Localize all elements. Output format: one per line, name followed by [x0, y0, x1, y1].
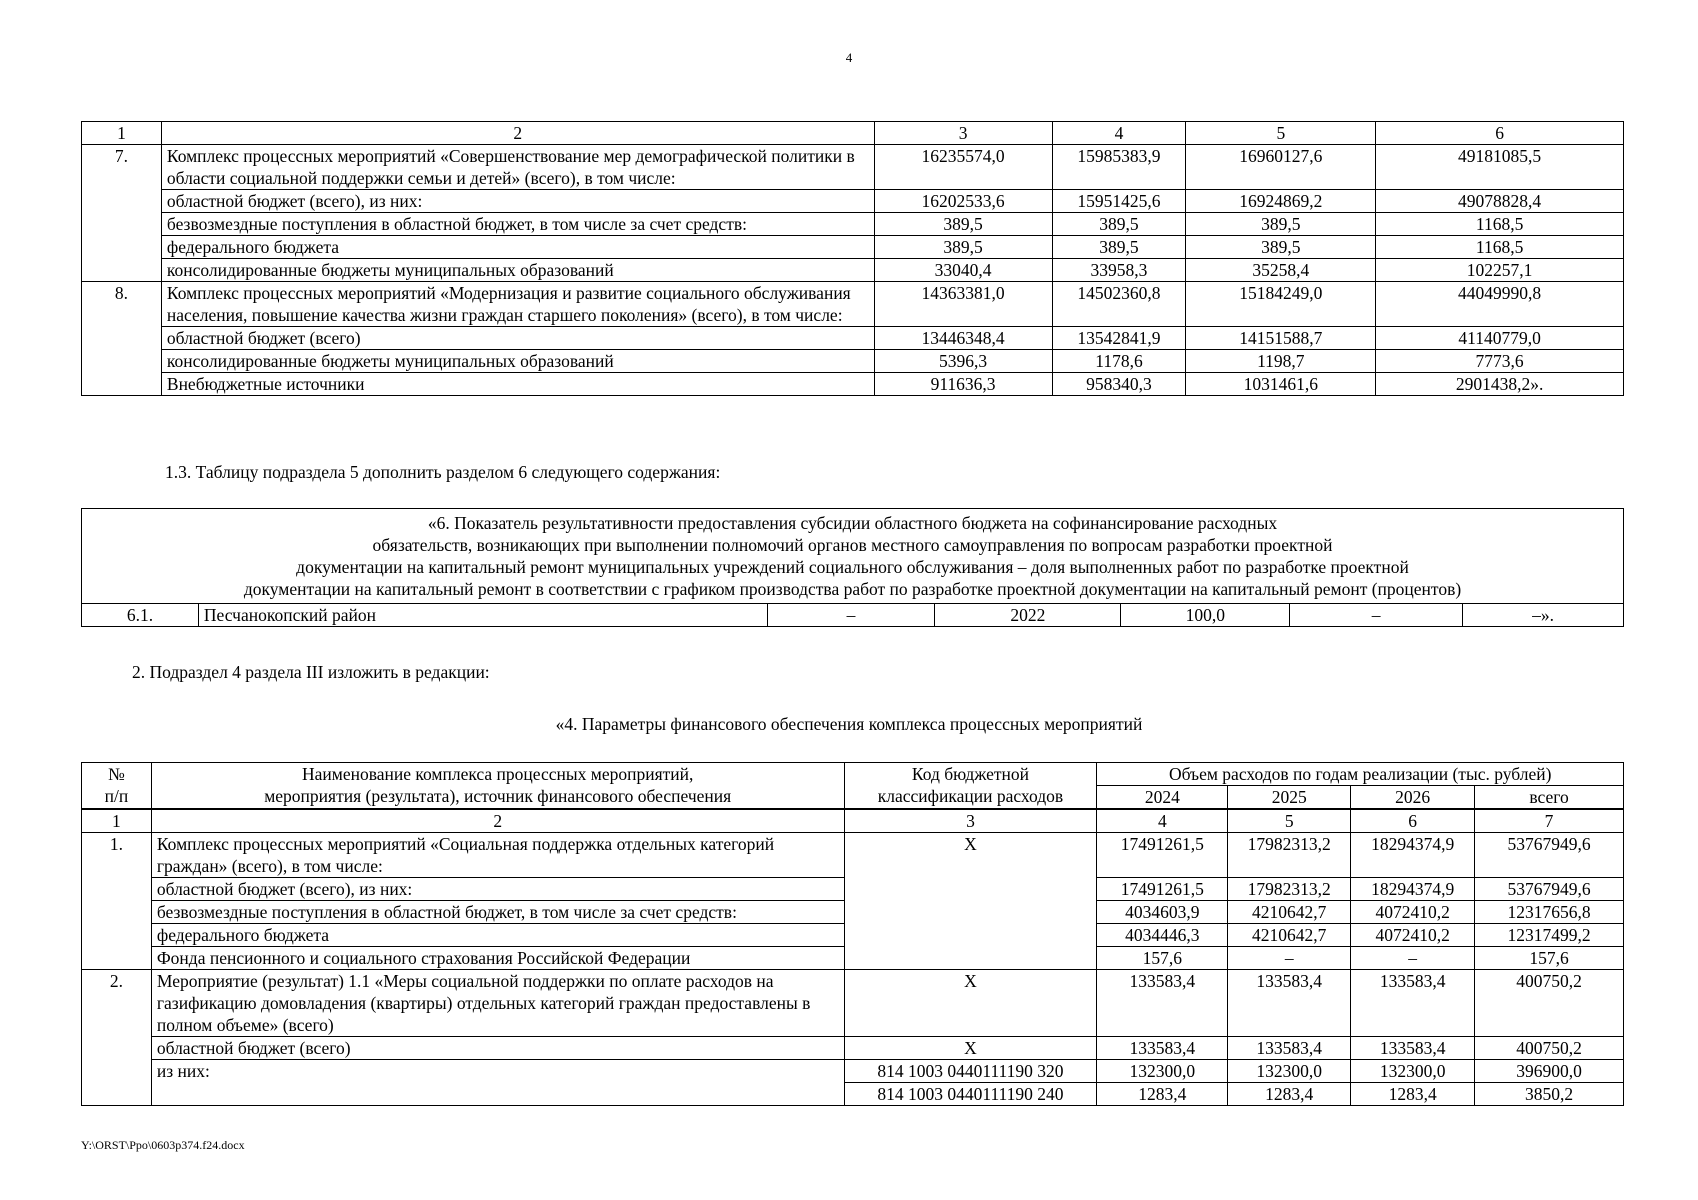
cell-value: –».: [1463, 604, 1624, 627]
row-name: Фонда пенсионного и социального страхования Российской Федерации: [151, 947, 844, 970]
cell-value: 4034603,9: [1097, 901, 1228, 924]
cell-value: 4210642,7: [1228, 901, 1351, 924]
financing-table: [81, 762, 1624, 1106]
cell-value: 15951425,6: [1052, 190, 1186, 213]
header-code-line: классификации расходов: [877, 786, 1064, 806]
cell-value: 16960127,6: [1186, 145, 1376, 190]
cell-value: 16924869,2: [1186, 190, 1376, 213]
cell-value: 1168,5: [1376, 213, 1624, 236]
cell-value: 400750,2: [1475, 970, 1624, 1037]
indicator-heading-line: обязательств, возникающих при выполнении полномочий органов местного самоуправления по вопросам разработки проектной: [372, 535, 1333, 555]
cell-value: 14502360,8: [1052, 282, 1186, 327]
row-name: областной бюджет (всего): [151, 1037, 844, 1060]
cell-value: 132300,0: [1097, 1060, 1228, 1083]
cell-value: 53767949,6: [1475, 878, 1624, 901]
cell-value: 133583,4: [1351, 970, 1475, 1037]
cell-value: 33040,4: [874, 259, 1052, 282]
header-name-line: Наименование комплекса процессных мероприятий,: [302, 764, 694, 784]
row-name: безвозмездные поступления в областной бюджет, в том числе за счет средств:: [161, 213, 874, 236]
cell-value: 4210642,7: [1228, 924, 1351, 947]
indicator-heading-line: документации на капитальный ремонт в соответствии с графиком производства работ по разработке проектной документации на капитальный ремонт (процентов): [243, 579, 1462, 599]
cell-value: 132300,0: [1228, 1060, 1351, 1083]
cell-value: 911636,3: [874, 373, 1052, 396]
table-row: [82, 1060, 1624, 1083]
cell-value: 389,5: [1052, 236, 1186, 259]
cell-value: –: [1290, 604, 1463, 627]
row-name: Комплекс процессных мероприятий «Модернизация и развитие социального обслуживания населения, повышение качества жизни граждан старшего поколения» (всего), в том числе:: [161, 282, 874, 327]
cell-value: 12317499,2: [1475, 924, 1624, 947]
header-name: [151, 763, 844, 810]
header-code-line: Код бюджетной: [911, 764, 1029, 784]
cell-value: 102257,1: [1376, 259, 1624, 282]
table-row: [82, 373, 1624, 396]
table-row: [82, 282, 1624, 327]
cell-value: 44049990,8: [1376, 282, 1624, 327]
col-number: 6: [1351, 809, 1475, 833]
cell-value: 13542841,9: [1052, 327, 1186, 350]
cell-value: 17491261,5: [1097, 833, 1228, 878]
table-row: [82, 1037, 1624, 1060]
cell-value: 389,5: [874, 213, 1052, 236]
row-number: 6.1.: [82, 604, 199, 627]
row-name: областной бюджет (всего), из них:: [151, 878, 844, 901]
header-code: [844, 763, 1097, 810]
table-row: [82, 833, 1624, 878]
cell-value: 41140779,0: [1376, 327, 1624, 350]
cell-value: 1031461,6: [1186, 373, 1376, 396]
row-number: 2.: [82, 970, 152, 1106]
cell-value: 157,6: [1475, 947, 1624, 970]
cell-value: 4072410,2: [1351, 901, 1475, 924]
row-code: Х: [844, 970, 1097, 1037]
col-number: 5: [1186, 122, 1376, 145]
cell-value: –: [1228, 947, 1351, 970]
cell-value: 35258,4: [1186, 259, 1376, 282]
cell-value: 133583,4: [1351, 1037, 1475, 1060]
header-name-line: мероприятия (результата), источник финансового обеспечения: [264, 786, 732, 806]
row-name: Комплекс процессных мероприятий «Социальная поддержка отдельных категорий граждан» (всего), в том числе:: [151, 833, 844, 878]
col-number: 1: [82, 122, 162, 145]
cell-value: –: [767, 604, 935, 627]
col-number: 4: [1097, 809, 1228, 833]
row-name: федерального бюджета: [151, 924, 844, 947]
row-name: консолидированные бюджеты муниципальных образований: [161, 259, 874, 282]
cell-value: 400750,2: [1475, 1037, 1624, 1060]
col-number: 1: [82, 809, 152, 833]
section-title: «4. Параметры финансового обеспечения комплекса процессных мероприятий: [555, 714, 1143, 734]
cell-value: 16202533,6: [874, 190, 1052, 213]
cell-value: 389,5: [1186, 213, 1376, 236]
table-header-row: [82, 122, 1624, 145]
table-header-row: [82, 763, 1624, 786]
table-row: [82, 604, 1624, 627]
cell-value: 1168,5: [1376, 236, 1624, 259]
cell-value: 17491261,5: [1097, 878, 1228, 901]
table-row: [82, 327, 1624, 350]
cell-value: 389,5: [1052, 213, 1186, 236]
file-path-footer: Y:\ORST\Ppo\0603p374.f24.docx: [81, 1138, 245, 1152]
cell-value: 13446348,4: [874, 327, 1052, 350]
row-number: 8.: [82, 282, 162, 396]
row-name: консолидированные бюджеты муниципальных образований: [161, 350, 874, 373]
row-name: областной бюджет (всего): [161, 327, 874, 350]
cell-value: 7773,6: [1376, 350, 1624, 373]
cell-value: 396900,0: [1475, 1060, 1624, 1083]
cell-value: 14151588,7: [1186, 327, 1376, 350]
cell-value: 4034446,3: [1097, 924, 1228, 947]
district-name: Песчанокопский район: [198, 604, 767, 627]
cell-value: 17982313,2: [1228, 878, 1351, 901]
cell-value: 133583,4: [1097, 970, 1228, 1037]
cell-value: 33958,3: [1052, 259, 1186, 282]
header-number: [82, 763, 152, 810]
row-name: Мероприятие (результат) 1.1 «Меры социальной поддержки по оплате расходов на газификацию домовладения (квартиры) отдельных категорий граждан предоставлены в полном объеме» (всего): [151, 970, 844, 1037]
col-number: 6: [1376, 122, 1624, 145]
paragraph-2: 2. Подраздел 4 раздела III изложить в редакции:: [132, 662, 490, 682]
header-year: 2025: [1228, 786, 1351, 810]
cell-value: 1283,4: [1097, 1083, 1228, 1106]
cell-value: 4072410,2: [1351, 924, 1475, 947]
row-name: безвозмездные поступления в областной бюджет, в том числе за счет средств:: [151, 901, 844, 924]
row-code: Х: [844, 833, 1097, 970]
budget-table-continuation: [81, 121, 1624, 396]
table-row: [82, 145, 1624, 190]
cell-value: 2022: [935, 604, 1121, 627]
cell-value: 15184249,0: [1186, 282, 1376, 327]
page-number: 4: [845, 50, 853, 65]
cell-value: 1198,7: [1186, 350, 1376, 373]
cell-value: 49078828,4: [1376, 190, 1624, 213]
cell-value: 1178,6: [1052, 350, 1186, 373]
cell-value: 17982313,2: [1228, 833, 1351, 878]
cell-value: 16235574,0: [874, 145, 1052, 190]
row-code: 814 1003 0440111190 240: [844, 1083, 1097, 1106]
cell-value: 5396,3: [874, 350, 1052, 373]
table-row: [82, 190, 1624, 213]
cell-value: 3850,2: [1475, 1083, 1624, 1106]
cell-value: 1283,4: [1228, 1083, 1351, 1106]
col-number: 7: [1475, 809, 1624, 833]
header-volume: Объем расходов по годам реализации (тыс. рублей): [1097, 763, 1624, 786]
cell-value: 133583,4: [1097, 1037, 1228, 1060]
cell-value: 18294374,9: [1351, 833, 1475, 878]
header-number-line: п/п: [104, 786, 129, 806]
row-number: 1.: [82, 833, 152, 970]
indicator-heading-line: документации на капитальный ремонт муниципальных учреждений социального обслуживания – доля выполненных работ по разработке проектной: [296, 557, 1409, 577]
cell-value: 389,5: [874, 236, 1052, 259]
header-year: 2024: [1097, 786, 1228, 810]
row-code: 814 1003 0440111190 320: [844, 1060, 1097, 1083]
paragraph-1-3: 1.3. Таблицу подраздела 5 дополнить разделом 6 следующего содержания:: [165, 462, 721, 482]
cell-value: 133583,4: [1228, 970, 1351, 1037]
table-row: [82, 970, 1624, 1037]
cell-value: 958340,3: [1052, 373, 1186, 396]
column-numbers-row: [82, 809, 1624, 833]
row-name: Комплекс процессных мероприятий «Совершенствование мер демографической политики в области социальной поддержки семьи и детей» (всего), в том числе:: [161, 145, 874, 190]
table-row: [82, 213, 1624, 236]
cell-value: 15985383,9: [1052, 145, 1186, 190]
row-name: из них:: [151, 1060, 844, 1106]
row-name: областной бюджет (всего), из них:: [161, 190, 874, 213]
cell-value: 1283,4: [1351, 1083, 1475, 1106]
cell-value: 53767949,6: [1475, 833, 1624, 878]
indicator-heading-line: «6. Показатель результативности предоставления субсидии областного бюджета на софинансирование расходных: [427, 513, 1278, 533]
cell-value: 2901438,2».: [1376, 373, 1624, 396]
cell-value: 132300,0: [1351, 1060, 1475, 1083]
col-number: 4: [1052, 122, 1186, 145]
cell-value: 49181085,5: [1376, 145, 1624, 190]
cell-value: –: [1351, 947, 1475, 970]
indicator-table: [81, 508, 1624, 627]
cell-value: 12317656,8: [1475, 901, 1624, 924]
row-name: федерального бюджета: [161, 236, 874, 259]
cell-value: 14363381,0: [874, 282, 1052, 327]
col-number: 3: [874, 122, 1052, 145]
table-row: [82, 350, 1624, 373]
table-row: [82, 236, 1624, 259]
table-row: [82, 259, 1624, 282]
col-number: 2: [151, 809, 844, 833]
col-number: 3: [844, 809, 1097, 833]
cell-value: 157,6: [1097, 947, 1228, 970]
col-number: 2: [161, 122, 874, 145]
row-name: Внебюджетные источники: [161, 373, 874, 396]
indicator-heading-row: [82, 509, 1624, 604]
header-number-line: №: [108, 764, 125, 784]
col-number: 5: [1228, 809, 1351, 833]
cell-value: 133583,4: [1228, 1037, 1351, 1060]
cell-value: 100,0: [1121, 604, 1290, 627]
header-year: всего: [1475, 786, 1624, 810]
cell-value: 18294374,9: [1351, 878, 1475, 901]
cell-value: 389,5: [1186, 236, 1376, 259]
row-number: 7.: [82, 145, 162, 282]
header-year: 2026: [1351, 786, 1475, 810]
row-code: Х: [844, 1037, 1097, 1060]
